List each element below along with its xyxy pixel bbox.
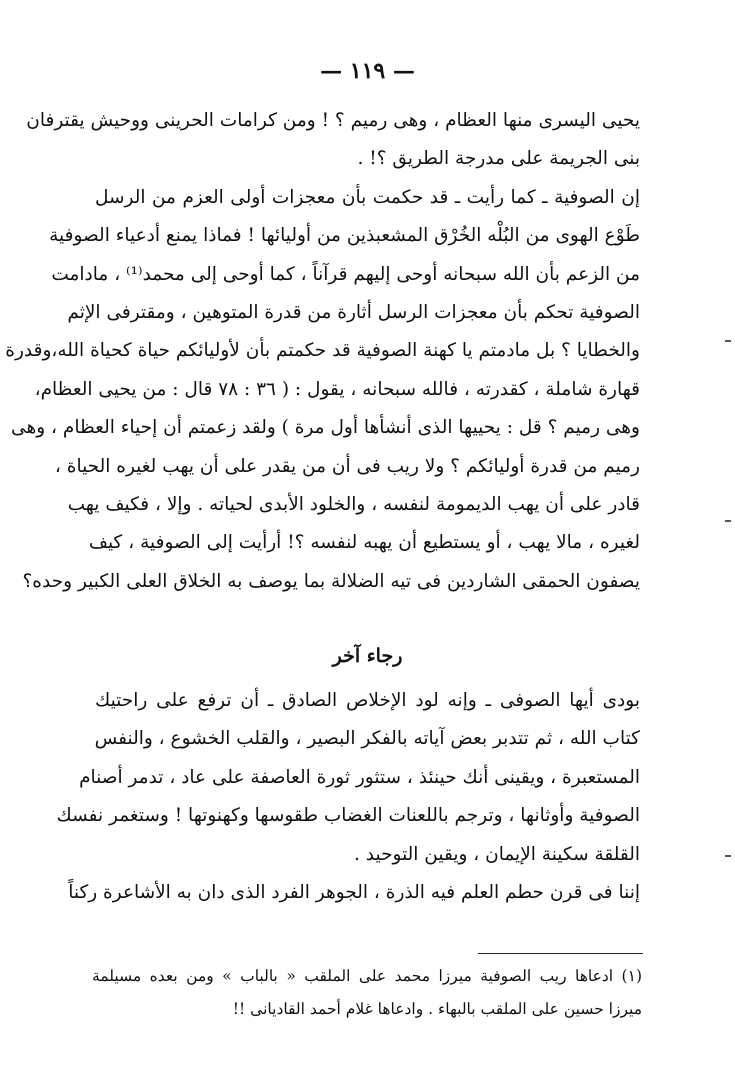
page-number: — ١١٩ — (320, 58, 415, 84)
footnote-rule (478, 953, 643, 954)
text-block-top (5, 102, 640, 601)
text-line: الصوفية تحكم بأن معجزات الرسل أثارة من قدرة المتوهين ، ومقترفى الإثم (67, 301, 640, 323)
text-line: إننا فى قرن حطم العلم فيه الذرة ، الجوهر الفرد الذى دان به الأشاعرة ركناً (68, 881, 640, 903)
text-line: من الزعم بأن الله سبحانه أوحى إليهم قرآناً ، كما أوحى إلى محمد⁽¹⁾ ، مادامت (51, 263, 640, 285)
footnote-line: (١) ادعاها ريب الصوفية ميرزا محمد على الملقب « بالباب » ومن بعده مسيلمة (92, 967, 642, 985)
text-line: قادر على أن يهب الديمومة لنفسه ، والخلود الأبدى لحياته . وإلا ، فكيف يهب (67, 493, 640, 515)
paragraph (56, 682, 640, 874)
text-line: المستعبرة ، ويقينى أنك حينئذ ، ستثور ثورة العاصفة على عاد ، تدمر أصنام (79, 766, 640, 788)
paragraph (26, 102, 640, 179)
text-block-bottom (56, 682, 640, 912)
text-line: كتاب الله ، ثم تتدبر بعض آياته بالفكر البصير ، والقلب الخشوع ، والنفس (94, 728, 640, 750)
text-line: إن الصوفية ـ كما رأيت ـ قد حكمت بأن معجزات أولى العزم من الرسل (95, 186, 640, 208)
text-line: لغيره ، مالا يهب ، أو يستطيع أن يهبه لنفسه ؟! أرأيت إلى الصوفية ، كيف (88, 532, 640, 554)
text-line: وهى رميم ؟ قل : يحييها الذى أنشأها أول مرة ) ولقد زعمتم أن إحياء العظام ، وهى (11, 417, 640, 439)
margin-mark (725, 340, 731, 342)
footnote-line: ميرزا حسين على الملقب بالبهاء . وادعاها غلام أحمد القاديانى !! (232, 1000, 642, 1018)
paragraph (68, 874, 640, 912)
text-line: رميم من قدرة أوليائكم ؟ ولا ريب فى أن من يقدر على أن يهب لغيره الحياة ، (54, 455, 640, 477)
text-line: الصوفية وأوثانها ، وترجم باللعنات الغضاب طقوسها وكهنوتها ! وستغمر نفسك (56, 805, 640, 827)
footnote (92, 960, 642, 1026)
section-heading: رجاء آخر (332, 645, 403, 667)
text-line: قهارة شاملة ، كقدرته ، فالله سبحانه ، يقول : ( ٣٦ : ٧٨ قال : من يحيى العظام، (34, 378, 640, 400)
text-line: يحيى اليسرى منها العظام ، وهى رميم ؟ ! ومن كرامات الحرينى ووحيش يقترفان (26, 110, 640, 131)
text-line: طَوْع الهوى من البُلْه الخُرْق المشعبذين من أوليائها ! فماذا يمنع أدعياء الصوفية (49, 225, 640, 247)
text-line: يصفون الحمقى الشاردين فى تيه الضلالة بما يوصف به الخلاق العلى الكبير وحده؟ (22, 570, 640, 592)
text-line: بودى أيها الصوفى ـ وإنه لود الإخلاص الصادق ـ أن ترفع على راحتيك (95, 690, 640, 711)
text-line: بنى الجريمة على مدرجة الطريق ؟! . (357, 148, 640, 170)
paragraph (5, 179, 640, 601)
margin-mark (725, 855, 731, 857)
text-line: القلقة سكينة الإيمان ، ويقين التوحيد . (354, 843, 640, 865)
text-line: والخطايا ؟ بل مادمتم يا كهنة الصوفية قد حكمتم بأن لأوليائكم حياة كحياة الله،وقدرة (5, 340, 640, 362)
margin-mark (725, 520, 731, 522)
